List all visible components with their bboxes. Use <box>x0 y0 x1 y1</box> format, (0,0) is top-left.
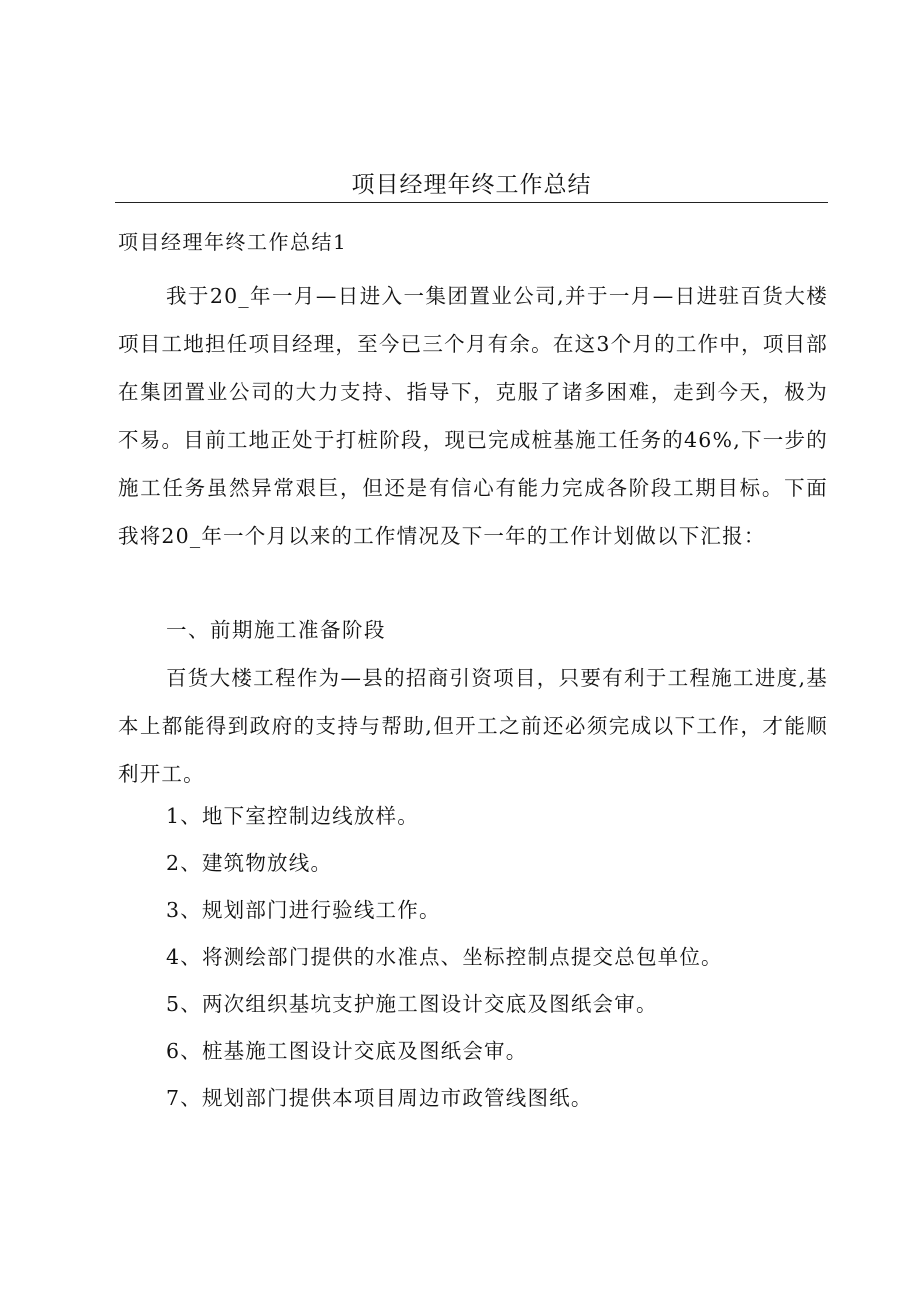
list-item: 7、规划部门提供本项目周边市政管线图纸。 <box>166 1086 593 1110</box>
list-item: 4、将测绘部门提供的水准点、坐标控制点提交总包单位。 <box>166 945 723 969</box>
section-heading: 一、前期施工准备阶段 <box>166 618 386 642</box>
list-item: 3、规划部门进行验线工作。 <box>166 898 441 922</box>
section-paragraph: 百货大楼工程作为—县的招商引资项目，只要有利于工程施工进度,基本上都能得到政府的支持与帮助,但开工之前还必须完成以下工作，才能顺利开工。 <box>118 666 828 786</box>
list-item: 6、桩基施工图设计交底及图纸会审。 <box>166 1039 528 1063</box>
document-title: 项目经理年终工作总结 <box>351 172 592 198</box>
list-item: 2、建筑物放线。 <box>166 851 333 875</box>
document-subtitle: 项目经理年终工作总结1 <box>118 230 348 254</box>
list-item: 1、地下室控制边线放样。 <box>166 804 419 828</box>
intro-paragraph: 我于20_年一月—日进入一集团置业公司,并于一月—日进驻百货大楼项目工地担任项目经理，至今已三个月有余。在这3个月的工作中，项目部在集团置业公司的大力支持、指导下，克服了诸多困难，走到今天，极为不易。目前工地正处于打桩阶段，现已完成桩基施工任务的46%,下一步的施工任务虽然异常艰巨，但还是有信心有能力完成各阶段工期目标。下面我将20_年一个月以来的工作情况及下一年的工作计划做以下汇报： <box>118 284 828 548</box>
title-divider <box>115 202 828 203</box>
task-list <box>166 793 723 1122</box>
list-item: 5、两次组织基坑支护施工图设计交底及图纸会审。 <box>166 992 658 1016</box>
